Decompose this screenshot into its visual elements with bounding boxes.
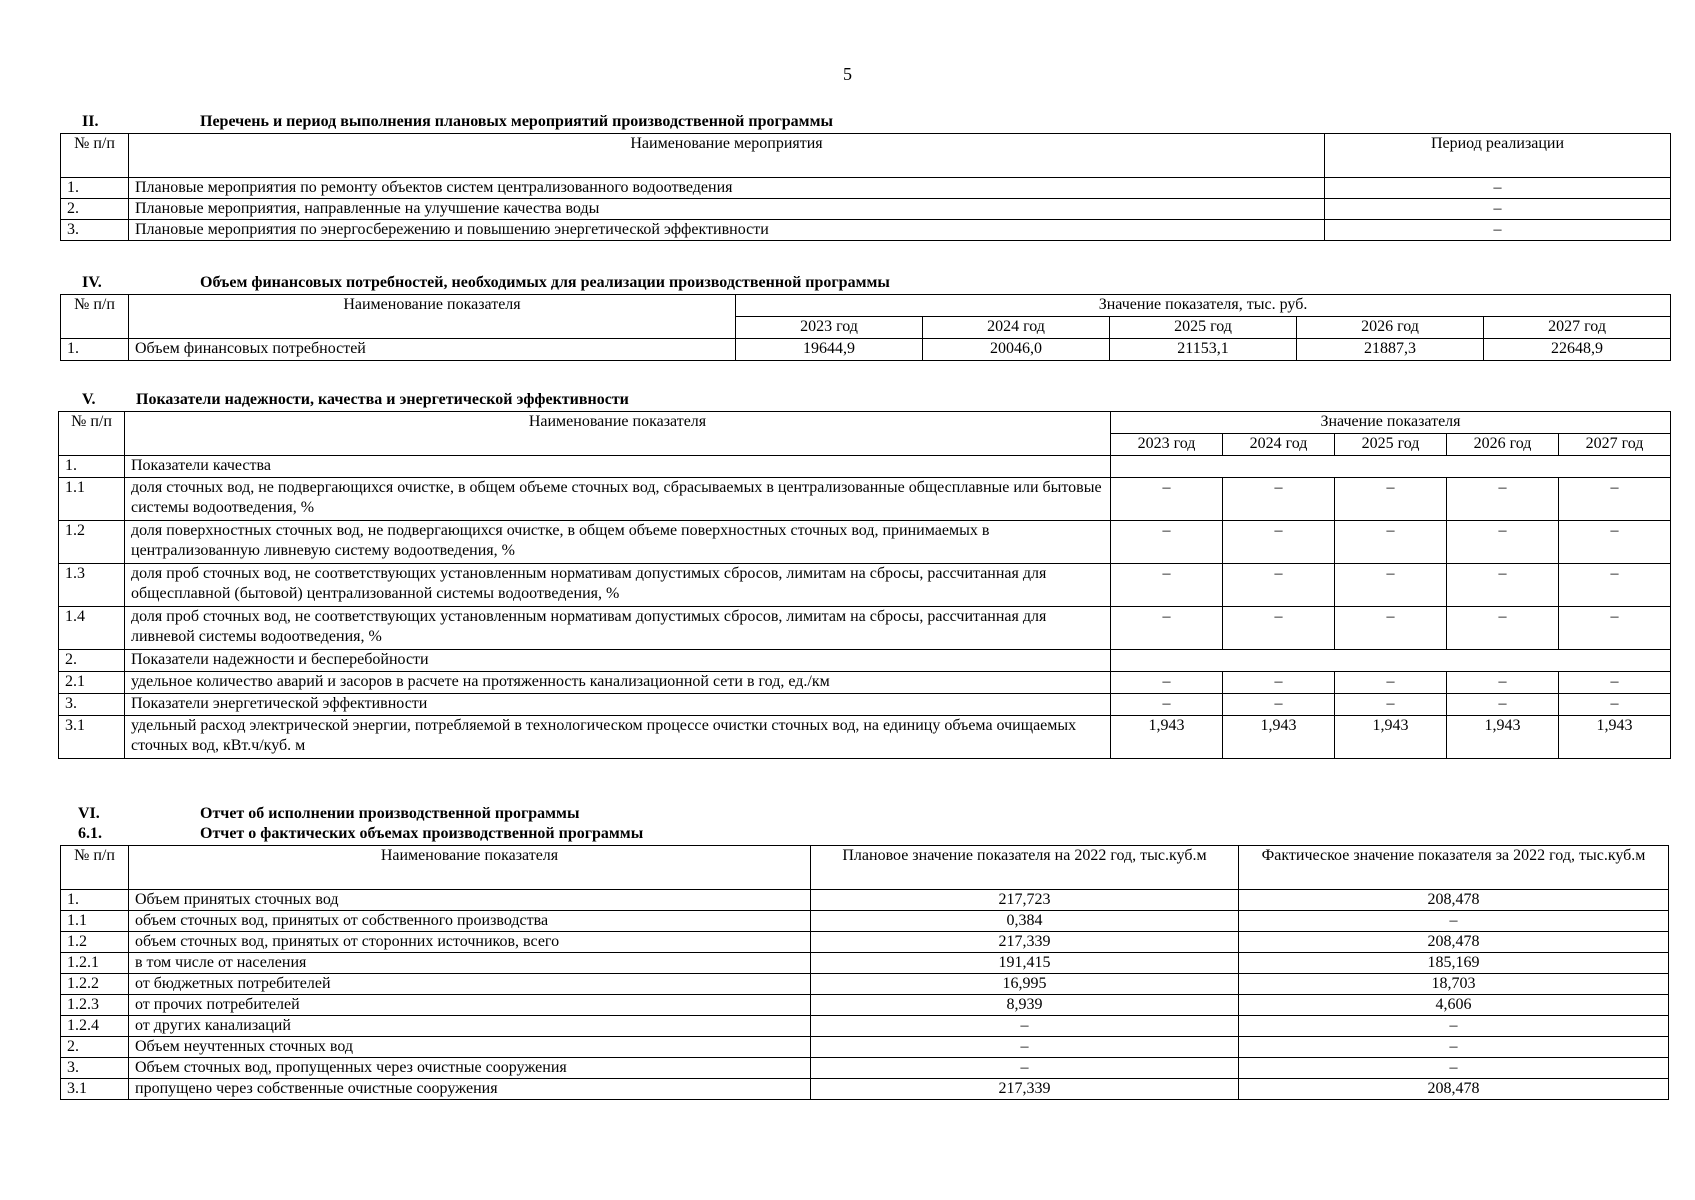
section-6-1-number: 6.1. — [78, 825, 102, 842]
report-table — [60, 845, 1669, 1100]
row-fact: 208,478 — [1239, 1079, 1669, 1100]
row-name: Объем неучтенных сточных вод — [129, 1037, 811, 1058]
section-6-1-heading — [60, 825, 1668, 845]
header-value-rub: Значение показателя, тыс. руб. — [736, 295, 1671, 317]
row-num: 3. — [61, 220, 129, 241]
row-value: – — [1111, 694, 1223, 716]
table-row — [61, 995, 1669, 1016]
row-name: удельное количество аварий и засоров в расчете на протяженность канализационной сети в год, ед./км — [125, 672, 1111, 694]
finance-table — [60, 294, 1671, 361]
row-value: – — [1223, 564, 1335, 607]
row-num: 1.2 — [59, 521, 125, 564]
header-fact-value: Фактическое значение показателя за 2022 год, тыс.куб.м — [1239, 846, 1669, 890]
row-value: – — [1223, 694, 1335, 716]
row-name: пропущено через собственные очистные сооружения — [129, 1079, 811, 1100]
section-2-title: Перечень и период выполнения плановых мероприятий производственной программы — [200, 113, 833, 130]
row-name: Плановые мероприятия по ремонту объектов систем централизованного водоотведения — [129, 178, 1325, 199]
table-row — [61, 178, 1671, 199]
header-year: 2025 год — [1110, 317, 1297, 339]
row-num: 1. — [59, 456, 125, 478]
row-value: – — [1559, 521, 1671, 564]
row-plan: – — [811, 1058, 1239, 1079]
row-value: – — [1559, 564, 1671, 607]
row-plan: 191,415 — [811, 953, 1239, 974]
row-value: 21887,3 — [1297, 339, 1484, 361]
row-num: 1.2.3 — [61, 995, 129, 1016]
row-num: 1.2.2 — [61, 974, 129, 995]
section-4-number: IV. — [82, 274, 102, 291]
row-value-empty — [1111, 650, 1671, 672]
row-plan: 217,339 — [811, 1079, 1239, 1100]
header-indicator-name: Наименование показателя — [129, 846, 811, 890]
row-name: Объем принятых сточных вод — [129, 890, 811, 911]
header-value: Значение показателя — [1111, 412, 1671, 434]
row-value: – — [1447, 478, 1559, 521]
row-value: 1,943 — [1447, 716, 1559, 759]
section-2-number: II. — [82, 113, 99, 130]
row-value: – — [1559, 672, 1671, 694]
row-value: 1,943 — [1111, 716, 1223, 759]
row-name: в том числе от населения — [129, 953, 811, 974]
table-row — [61, 911, 1669, 932]
row-value: – — [1335, 607, 1447, 650]
table-row — [61, 1037, 1669, 1058]
page-number: 5 — [843, 64, 852, 84]
row-value: – — [1111, 607, 1223, 650]
row-num: 2. — [59, 650, 125, 672]
table-row — [61, 890, 1669, 911]
row-num: 2.1 — [59, 672, 125, 694]
row-value: 22648,9 — [1484, 339, 1671, 361]
table-row — [61, 339, 1671, 361]
header-indicator-name: Наименование показателя — [125, 412, 1111, 456]
header-num: № п/п — [61, 134, 129, 178]
row-num: 1.2.4 — [61, 1016, 129, 1037]
row-value: – — [1111, 478, 1223, 521]
row-name: от бюджетных потребителей — [129, 974, 811, 995]
row-name: Плановые мероприятия, направленные на улучшение качества воды — [129, 199, 1325, 220]
row-num: 1.4 — [59, 607, 125, 650]
row-value: – — [1111, 564, 1223, 607]
section-5 — [58, 391, 1670, 759]
section-6-1-title: Отчет о фактических объемах производственной программы — [200, 825, 644, 842]
row-name: Показатели качества — [125, 456, 1111, 478]
table-row — [59, 607, 1671, 650]
table-row — [59, 456, 1671, 478]
header-num: № п/п — [61, 846, 129, 890]
section-6-number: VI. — [78, 805, 100, 822]
table-row — [61, 974, 1669, 995]
row-name: доля проб сточных вод, не соответствующих установленным нормативам допустимых сбросов, лимитам на сбросы, рассчитанная для общесплавной (бытовой) централизованной системы водоотведения, % — [125, 564, 1111, 607]
indicators-table — [58, 411, 1671, 759]
row-value: 1,943 — [1223, 716, 1335, 759]
row-value: – — [1447, 564, 1559, 607]
table-row — [61, 1016, 1669, 1037]
row-value: – — [1447, 694, 1559, 716]
row-num: 2. — [61, 1037, 129, 1058]
section-2 — [60, 113, 1670, 241]
row-fact: 208,478 — [1239, 890, 1669, 911]
header-year: 2027 год — [1484, 317, 1671, 339]
row-name: объем сточных вод, принятых от собственного производства — [129, 911, 811, 932]
row-value: – — [1111, 672, 1223, 694]
row-value: 1,943 — [1335, 716, 1447, 759]
header-period: Период реализации — [1325, 134, 1671, 178]
row-value: 19644,9 — [736, 339, 923, 361]
header-year: 2025 год — [1335, 434, 1447, 456]
row-num: 1.2.1 — [61, 953, 129, 974]
row-num: 1.2 — [61, 932, 129, 953]
row-fact: – — [1239, 1058, 1669, 1079]
row-name: Объем сточных вод, пропущенных через очистные сооружения — [129, 1058, 811, 1079]
row-num: 1. — [61, 339, 129, 361]
row-plan: 0,384 — [811, 911, 1239, 932]
row-num: 1. — [61, 178, 129, 199]
table-row — [61, 220, 1671, 241]
header-num: № п/п — [61, 295, 129, 339]
row-fact: – — [1239, 1016, 1669, 1037]
header-year: 2023 год — [1111, 434, 1223, 456]
section-6-heading — [60, 805, 1668, 825]
section-6 — [60, 805, 1668, 1100]
row-name: удельный расход электрической энергии, потребляемой в технологическом процессе очистки сточных вод, на единицу объема очищаемых сточных вод, кВт.ч/куб. м — [125, 716, 1111, 759]
header-measure-name: Наименование мероприятия — [129, 134, 1325, 178]
row-fact: 185,169 — [1239, 953, 1669, 974]
header-num: № п/п — [59, 412, 125, 456]
row-value: – — [1447, 521, 1559, 564]
row-name: доля проб сточных вод, не соответствующих установленным нормативам допустимых сбросов, лимитам на сбросы, рассчитанная для ливневой системы водоотведения, % — [125, 607, 1111, 650]
row-value: – — [1335, 672, 1447, 694]
row-plan: – — [811, 1037, 1239, 1058]
row-fact: 208,478 — [1239, 932, 1669, 953]
row-period: – — [1325, 178, 1671, 199]
row-plan: 8,939 — [811, 995, 1239, 1016]
section-5-title: Показатели надежности, качества и энергетической эффективности — [136, 391, 629, 408]
table-row — [59, 672, 1671, 694]
section-2-heading — [60, 113, 1670, 133]
row-name: Показатели надежности и бесперебойности — [125, 650, 1111, 672]
row-num: 1. — [61, 890, 129, 911]
row-name: Плановые мероприятия по энергосбережению и повышению энергетической эффективности — [129, 220, 1325, 241]
row-value: – — [1223, 521, 1335, 564]
row-value: – — [1559, 478, 1671, 521]
row-value: – — [1559, 607, 1671, 650]
row-name: доля сточных вод, не подвергающихся очистке, в общем объеме сточных вод, сбрасываемых в централизованные общесплавные или бытовые системы водоотведения, % — [125, 478, 1111, 521]
row-plan: 16,995 — [811, 974, 1239, 995]
row-value: – — [1111, 521, 1223, 564]
section-4-title: Объем финансовых потребностей, необходимых для реализации производственной программы — [200, 274, 890, 291]
header-year: 2023 год — [736, 317, 923, 339]
table-row — [59, 521, 1671, 564]
row-num: 1.3 — [59, 564, 125, 607]
header-indicator-name: Наименование показателя — [129, 295, 736, 339]
row-fact: 18,703 — [1239, 974, 1669, 995]
table-row — [61, 932, 1669, 953]
row-period: – — [1325, 199, 1671, 220]
row-name: доля поверхностных сточных вод, не подвергающихся очистке, в общем объеме поверхностных сточных вод, принимаемых в централизованную ливневую систему водоотведения, % — [125, 521, 1111, 564]
row-period: – — [1325, 220, 1671, 241]
section-4-heading — [60, 274, 1670, 294]
measures-table — [60, 133, 1671, 241]
table-row — [59, 650, 1671, 672]
row-value: – — [1447, 672, 1559, 694]
row-fact: – — [1239, 911, 1669, 932]
row-value: – — [1223, 672, 1335, 694]
header-plan-value: Плановое значение показателя на 2022 год, тыс.куб.м — [811, 846, 1239, 890]
row-value: 1,943 — [1559, 716, 1671, 759]
row-fact: – — [1239, 1037, 1669, 1058]
section-6-title: Отчет об исполнении производственной программы — [200, 805, 580, 822]
header-year: 2027 год — [1559, 434, 1671, 456]
header-year: 2026 год — [1447, 434, 1559, 456]
row-name: Объем финансовых потребностей — [129, 339, 736, 361]
row-num: 1.1 — [61, 911, 129, 932]
row-value: – — [1447, 607, 1559, 650]
section-5-heading — [58, 391, 1670, 411]
row-value: – — [1335, 564, 1447, 607]
row-value: – — [1223, 607, 1335, 650]
header-year: 2026 год — [1297, 317, 1484, 339]
header-year: 2024 год — [923, 317, 1110, 339]
table-row — [59, 478, 1671, 521]
table-row — [61, 953, 1669, 974]
row-value: 21153,1 — [1110, 339, 1297, 361]
row-num: 2. — [61, 199, 129, 220]
row-fact: 4,606 — [1239, 995, 1669, 1016]
row-plan: – — [811, 1016, 1239, 1037]
table-row — [59, 716, 1671, 759]
section-4 — [60, 274, 1670, 361]
row-value: – — [1335, 521, 1447, 564]
row-num: 3.1 — [61, 1079, 129, 1100]
row-name: Показатели энергетической эффективности — [125, 694, 1111, 716]
row-plan: 217,339 — [811, 932, 1239, 953]
header-year: 2024 год — [1223, 434, 1335, 456]
table-row — [61, 1079, 1669, 1100]
row-name: от прочих потребителей — [129, 995, 811, 1016]
row-num: 1.1 — [59, 478, 125, 521]
row-name: объем сточных вод, принятых от сторонних источников, всего — [129, 932, 811, 953]
row-value: – — [1223, 478, 1335, 521]
row-num: 3. — [59, 694, 125, 716]
table-row — [61, 1058, 1669, 1079]
row-value: – — [1335, 694, 1447, 716]
table-row — [61, 199, 1671, 220]
row-value-empty — [1111, 456, 1671, 478]
row-value: – — [1559, 694, 1671, 716]
row-num: 3. — [61, 1058, 129, 1079]
row-value: – — [1335, 478, 1447, 521]
table-row — [59, 564, 1671, 607]
row-plan: 217,723 — [811, 890, 1239, 911]
row-value: 20046,0 — [923, 339, 1110, 361]
table-row — [59, 694, 1671, 716]
section-5-number: V. — [82, 391, 96, 408]
row-name: от других канализаций — [129, 1016, 811, 1037]
row-num: 3.1 — [59, 716, 125, 759]
